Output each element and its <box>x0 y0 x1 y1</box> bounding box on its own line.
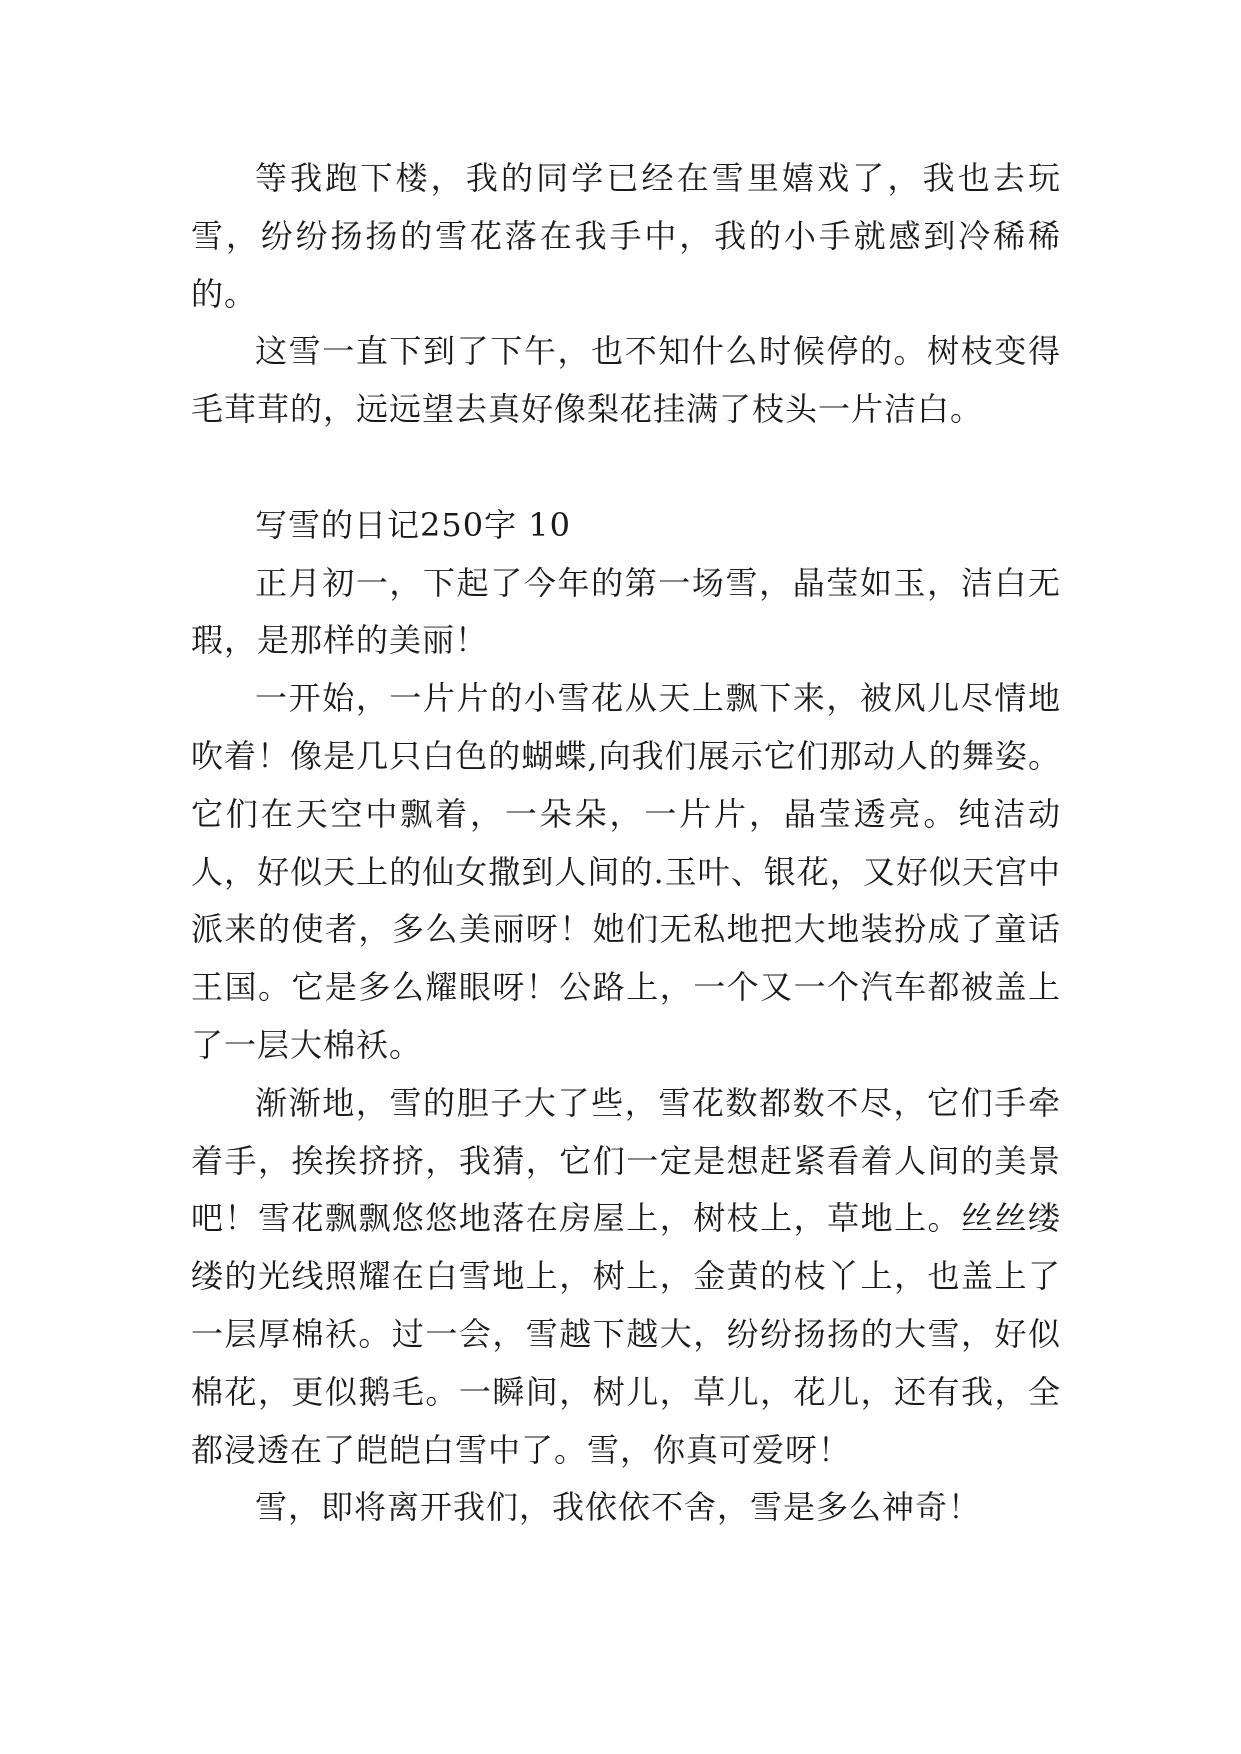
paragraph: 这雪一直下到了下午，也不知什么时候停的。树枝变得毛茸茸的，远远望去真好像梨花挂满了枝头一片洁白。 <box>191 332 1061 429</box>
paragraph: 一开始，一片片的小雪花从天上飘下来，被风儿尽情地吹着！像是几只白色的蝴蝶,向我们展示它们那动人的舞姿。它们在天空中飘着，一朵朵，一片片，晶莹透亮。纯洁动人，好似天上的仙女撒到人间的.玉叶、银花，又好似天宫中派来的使者，多么美丽呀！她们无私地把大地装扮成了童话王国。它是多么耀眼呀！公路上，一个又一个汽车都被盖上了一层大棉袄。 <box>191 679 1061 1064</box>
paragraph: 等我跑下楼，我的同学已经在雪里嬉戏了，我也去玩雪，纷纷扬扬的雪花落在我手中，我的小手就感到冷稀稀的。 <box>191 159 1061 313</box>
blank-line <box>191 439 1061 497</box>
paragraph: 雪，即将离开我们，我依依不舍，雪是多么神奇！ <box>255 1488 982 1527</box>
paragraph: 渐渐地，雪的胆子大了些，雪花数都数不尽，它们手牵着手，挨挨挤挤，我猜，它们一定是想赶紧看着人间的美景吧！雪花飘飘悠悠地落在房屋上，树枝上，草地上。丝丝缕缕的光线照耀在白雪地上，树上，金黄的枝丫上，也盖上了一层厚棉袄。过一会，雪越下越大，纷纷扬扬的大雪，好似棉花，更似鹅毛。一瞬间，树儿，草儿，花儿，还有我，全都浸透在了皑皑白雪中了。雪，你真可爱呀！ <box>191 1083 1061 1469</box>
section-heading: 写雪的日记250字 10 <box>255 505 571 544</box>
paragraph: 正月初一，下起了今年的第一场雪，晶莹如玉，洁白无瑕，是那样的美丽！ <box>191 563 1061 660</box>
document-body <box>191 150 1061 1537</box>
